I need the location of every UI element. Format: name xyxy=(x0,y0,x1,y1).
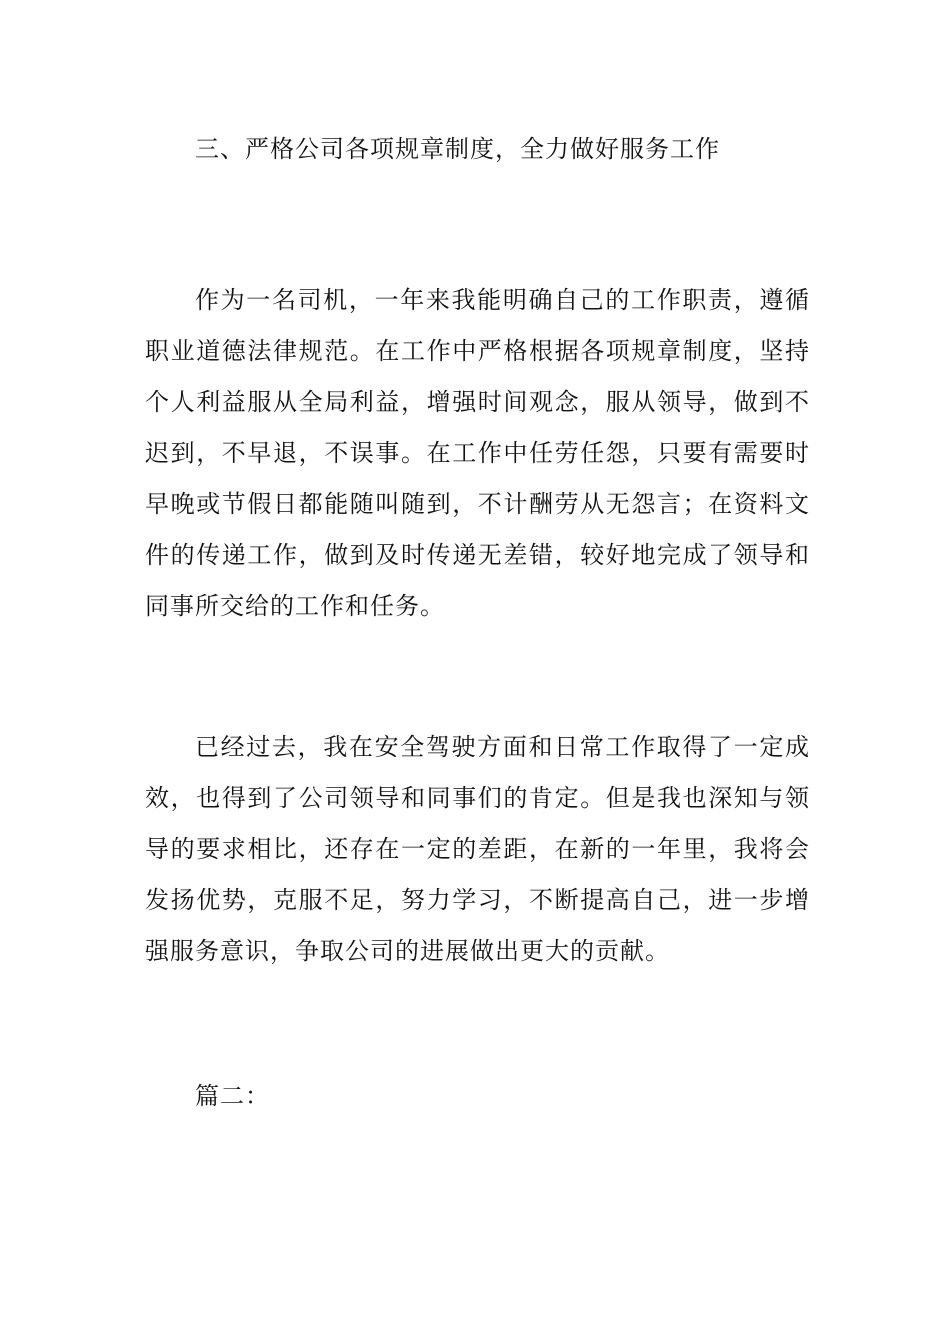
body-paragraph-driver-duties: 作为一名司机，一年来我能明确自己的工作职责，遵循职业道德法律规范。在工作中严格根据各项规章制度，坚持个人利益服从全局利益，增强时间观念，服从领导，做到不迟到，不早退，不误事。在工作中任劳任怨，只要有需要时早晚或节假日都能随叫随到，不计酬劳从无怨言；在资料文件的传递工作，做到及时传递无差错，较好地完成了领导和同事所交给的工作和任务。 xyxy=(145,286,810,620)
section-label: 篇二： xyxy=(195,1082,270,1110)
body-paragraph-summary: 已经过去，我在安全驾驶方面和日常工作取得了一定成效，也得到了公司领导和同事们的肯定。但是我也深知与领导的要求相比，还存在一定的差距，在新的一年里，我将会发扬优势，克服不足，努力学习，不断提高自己，进一步增强服务意识，争取公司的进展做出更大的贡献。 xyxy=(145,733,810,965)
section-heading: 三、严格公司各项规章制度，全力做好服务工作 xyxy=(195,135,720,163)
